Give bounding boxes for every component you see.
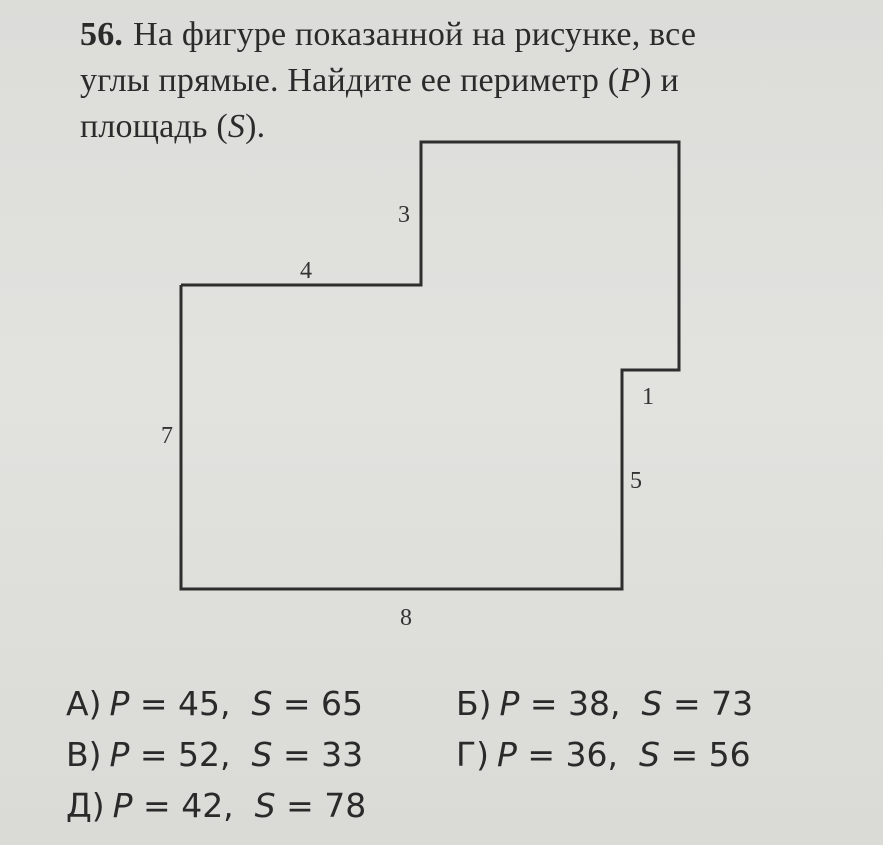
option-s-value: = 33 <box>272 735 364 774</box>
answer-option-d[interactable] <box>66 780 476 831</box>
option-s-var: S <box>254 786 276 825</box>
option-s-var: S <box>251 684 273 723</box>
answer-option-b[interactable] <box>456 678 846 729</box>
perimeter-variable: P <box>619 62 641 99</box>
label-left-height: 7 <box>161 423 173 449</box>
option-letter: Г) <box>456 735 489 774</box>
option-letter: Д) <box>66 786 105 825</box>
label-top-left-width: 4 <box>300 258 312 284</box>
label-right-notch: 1 <box>642 384 654 410</box>
answer-row-3 <box>66 780 846 831</box>
problem-line-1-text: На фигуре показанной на рисунке, все <box>133 16 697 53</box>
option-p-value: = 52, <box>129 735 252 774</box>
option-letter: А) <box>66 684 102 723</box>
option-s-var: S <box>641 684 663 723</box>
option-p-value: = 45, <box>129 684 252 723</box>
answer-row-1 <box>66 678 846 729</box>
problem-number: 56. <box>80 16 124 53</box>
problem-line-2-text-a: углы прямые. Найдите ее периметр ( <box>80 62 620 99</box>
option-s-value: = 73 <box>662 684 754 723</box>
label-top-step-height: 3 <box>398 202 410 228</box>
option-letter: Б) <box>456 684 492 723</box>
problem-line-3-text-b: ). <box>245 108 266 145</box>
answer-option-a[interactable] <box>66 678 456 729</box>
option-p-var: P <box>499 684 520 723</box>
problem-line-2-text-b: ) и <box>640 62 679 99</box>
option-p-var: P <box>109 684 130 723</box>
answer-row-2 <box>66 729 846 780</box>
option-s-value: = 65 <box>272 684 364 723</box>
option-p-var: P <box>112 786 133 825</box>
option-s-value: = 56 <box>659 735 751 774</box>
label-right-lower-height: 5 <box>630 468 642 494</box>
option-p-var: P <box>497 735 517 774</box>
answer-option-v[interactable] <box>66 729 456 780</box>
answer-options <box>66 678 846 831</box>
option-letter: В) <box>66 735 102 774</box>
area-variable: S <box>227 108 246 145</box>
figure-outline <box>181 142 679 589</box>
problem-line-3-text-a: площадь ( <box>80 108 228 145</box>
option-s-var: S <box>251 735 273 774</box>
option-p-value: = 42, <box>132 786 255 825</box>
label-bottom-width: 8 <box>400 605 412 631</box>
option-p-value: = 38, <box>519 684 642 723</box>
option-s-value: = 78 <box>275 786 367 825</box>
option-s-var: S <box>639 735 660 774</box>
answer-option-g[interactable] <box>456 729 846 780</box>
option-p-value: = 36, <box>516 735 639 774</box>
option-p-var: P <box>109 735 130 774</box>
